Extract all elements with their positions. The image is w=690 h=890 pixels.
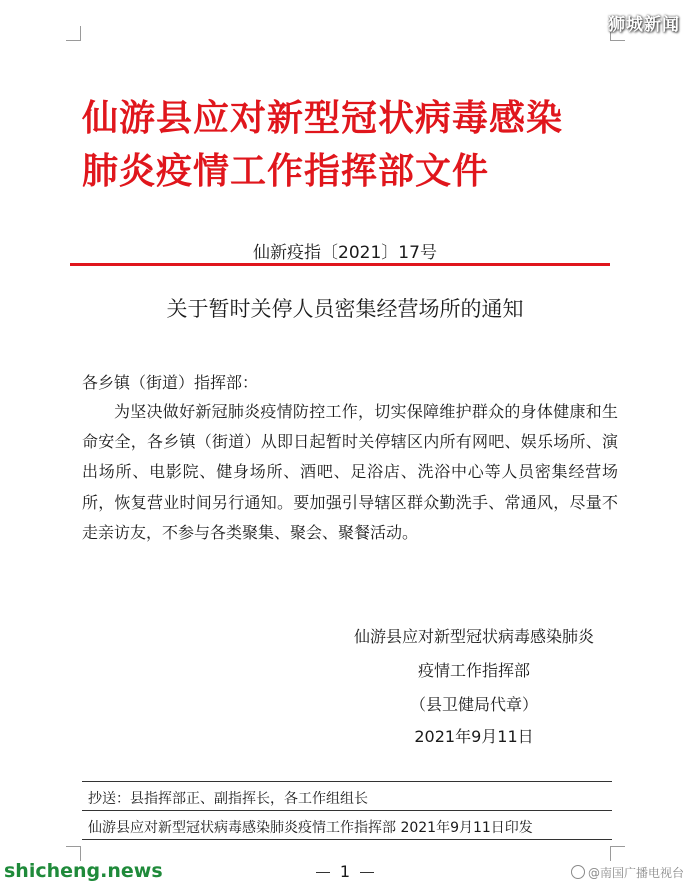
watermark-top-right: 狮城新闻 — [608, 15, 680, 35]
document-title-line-2: 肺炎疫情工作指挥部文件 — [82, 150, 490, 192]
crop-mark-top-left — [66, 26, 81, 41]
notice-title: 关于暂时关停人员密集经营场所的通知 — [166, 297, 524, 321]
document-title — [82, 92, 642, 198]
signature-line-2: 疫情工作指挥部 — [417, 661, 530, 680]
watermark-bottom-left: shicheng.news — [4, 860, 163, 882]
signature-line-1: 仙游县应对新型冠状病毒感染肺炎 — [353, 627, 594, 646]
print-info: 仙游县应对新型冠状病毒感染肺炎疫情工作指挥部 2021年9月11日印发 — [88, 820, 533, 836]
page-number-value: 1 — [339, 862, 351, 881]
crop-mark-bottom-right — [610, 846, 625, 861]
body-paragraph: 为坚决做好新冠肺炎疫情防控工作，切实保障维护群众的身体健康和生命安全，各乡镇（街道）从即日起暂时关停辖区内所有网吧、娱乐场所、演出场所、电影院、健身场所、酒吧、足浴店、洗浴中心等人员密集经营场所，恢复营业时间另行通知。要加强引导辖区群众勤洗手、常通风，尽量不走亲访友，不参与各类聚集、聚会、聚餐活动。 — [82, 402, 618, 542]
print-bottom-rule — [82, 839, 612, 840]
cc-bottom-rule — [82, 810, 612, 811]
signature-date: 2021年9月11日 — [414, 727, 534, 746]
watermark-bottom-right — [571, 864, 684, 881]
document-number: 仙新疫指〔2021〕17号 — [253, 243, 437, 263]
dash-right — [360, 872, 374, 873]
weibo-icon — [571, 865, 585, 879]
watermark-bottom-right-text: @南国广播电视台 — [587, 866, 684, 880]
red-divider-line — [70, 263, 610, 266]
signature-seal-note: （县卫健局代章） — [409, 695, 538, 714]
cc-top-rule — [82, 781, 612, 782]
crop-mark-bottom-left — [66, 846, 81, 861]
dash-left — [316, 872, 330, 873]
cc-recipients: 抄送：县指挥部正、副指挥长，各工作组组长 — [88, 791, 368, 807]
document-title-line-1: 仙游县应对新型冠状病毒感染 — [82, 97, 564, 139]
salutation: 各乡镇（街道）指挥部： — [82, 373, 259, 392]
